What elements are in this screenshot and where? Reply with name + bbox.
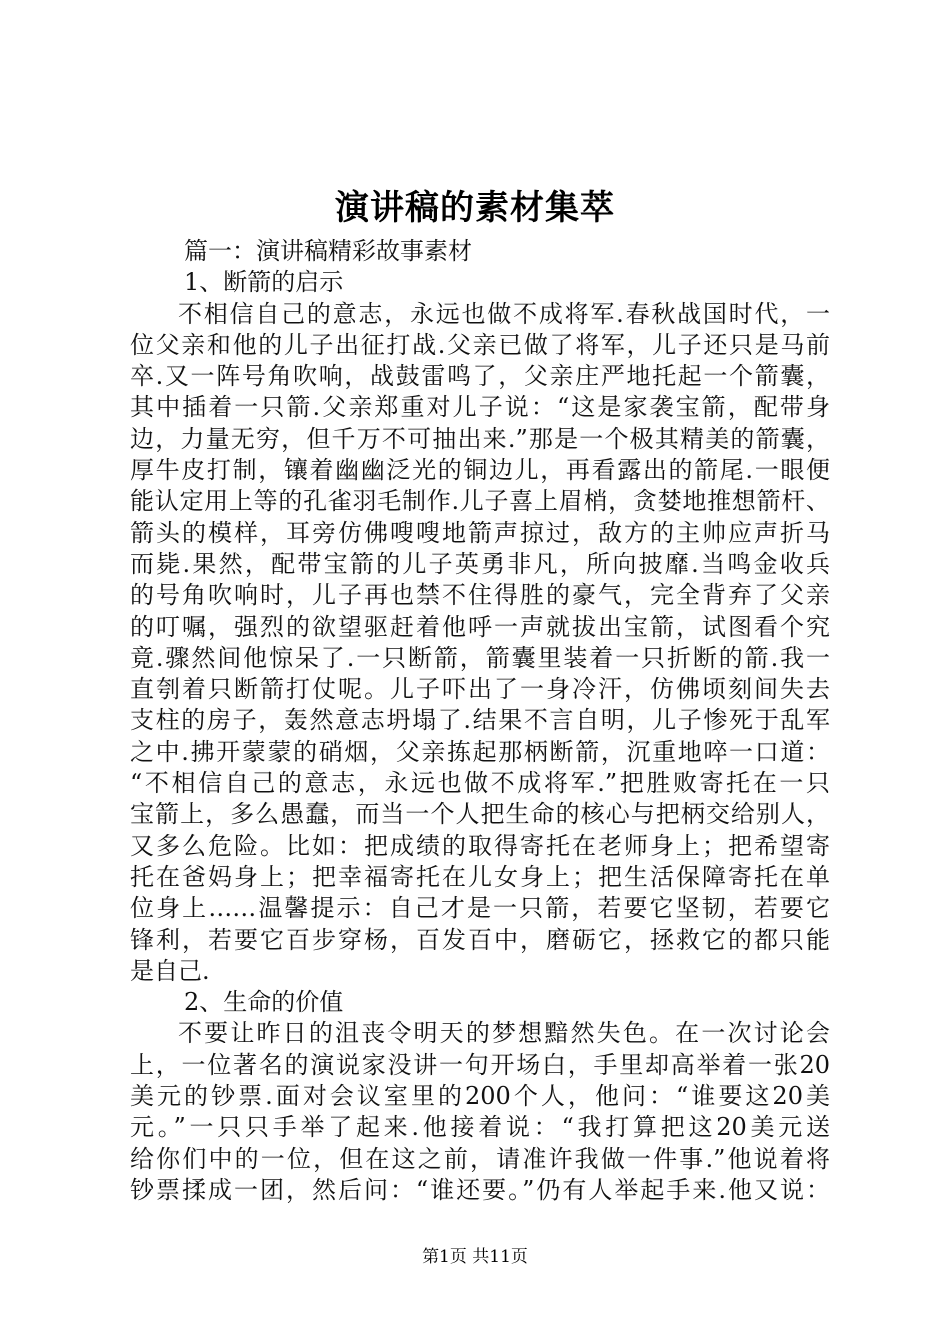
paragraph-line: 其中插着一只箭.父亲郑重对儿子说：“这是家袭宝箭，配带身 — [130, 393, 830, 422]
paragraph-line: 能认定用上等的孔雀羽毛制作.儿子喜上眉梢，贪婪地推想箭杆、 — [130, 487, 830, 516]
paragraph-line: “不相信自己的意志，永远也做不成将军.”把胜败寄托在一只 — [130, 769, 830, 798]
paragraph-line: 之中.拂开蒙蒙的硝烟，父亲拣起那柄断箭，沉重地啐一口道： — [130, 737, 830, 766]
page-footer: 第1页 共11页 — [422, 1247, 528, 1267]
story-heading-1: 1、断箭的启示 — [184, 268, 344, 297]
story-paragraph-2 — [130, 1018, 830, 1206]
paragraph-line: 托在爸妈身上；把幸福寄托在儿女身上；把生活保障寄托在单 — [130, 862, 830, 891]
paragraph-line: 锋利，若要它百步穿杨，百发百中，磨砺它，拯救它的都只能 — [130, 925, 830, 954]
document-title: 演讲稿的素材集萃 — [335, 188, 615, 228]
paragraph-line: 元。”一只只手举了起来.他接着说：“我打算把这20美元送 — [130, 1113, 830, 1142]
paragraph-line: 宝箭上，多么愚蠢，而当一个人把生命的核心与把柄交给别人， — [130, 800, 830, 829]
paragraph-line: 上，一位著名的演说家没讲一句开场白，手里却高举着一张20 — [130, 1050, 830, 1079]
paragraph-line: 钞票揉成一团，然后问：“谁还要。”仍有人举起手来.他又说： — [130, 1175, 830, 1204]
story-paragraph-1 — [130, 299, 830, 988]
paragraph-line: 厚牛皮打制，镶着幽幽泛光的铜边儿，再看露出的箭尾.一眼便 — [130, 456, 830, 485]
paragraph-line: 美元的钞票.面对会议室里的200个人，他问：“谁要这20美 — [130, 1082, 830, 1111]
document-body — [130, 236, 830, 1206]
paragraph-line: 不相信自己的意志，永远也做不成将军.春秋战国时代，一 — [178, 299, 830, 328]
paragraph-line: 而毙.果然，配带宝箭的儿子英勇非凡，所向披靡.当鸣金收兵 — [130, 549, 830, 578]
paragraph-line: 位父亲和他的儿子出征打战.父亲已做了将军，儿子还只是马前 — [130, 330, 830, 359]
story-heading-2: 2、生命的价值 — [184, 988, 344, 1017]
paragraph-line: 的叮嘱，强烈的欲望驱赶着他呼一声就拔出宝箭，试图看个究 — [130, 612, 830, 641]
paragraph-line: 卒.又一阵号角吹响，战鼓雷鸣了，父亲庄严地托起一个箭囊， — [130, 362, 830, 391]
paragraph-line: 边，力量无穷，但千万不可抽出来.”那是一个极其精美的箭囊， — [130, 424, 830, 453]
paragraph-line: 的号角吹响时，儿子再也禁不住得胜的豪气，完全背弃了父亲 — [130, 581, 830, 610]
paragraph-line: 是自己. — [130, 956, 210, 985]
paragraph-line: 直刳着只断箭打仗呢。儿子吓出了一身冷汗，仿佛顷刻间失去 — [130, 675, 830, 704]
section-heading: 篇一：演讲稿精彩故事素材 — [184, 237, 472, 265]
paragraph-line: 竟.骤然间他惊呆了.一只断箭，箭囊里装着一只折断的箭.我一 — [130, 643, 830, 672]
paragraph-line: 箭头的模样，耳旁仿佛嗖嗖地箭声掠过，敌方的主帅应声折马 — [130, 518, 830, 547]
paragraph-line: 给你们中的一位，但在这之前，请准许我做一件事.”他说着将 — [130, 1144, 830, 1173]
paragraph-line: 不要让昨日的沮丧令明天的梦想黯然失色。在一次讨论会 — [178, 1019, 830, 1048]
paragraph-line: 又多么危险。比如：把成绩的取得寄托在老师身上；把希望寄 — [130, 831, 830, 860]
paragraph-line: 支柱的房子，轰然意志坍塌了.结果不言自明，儿子惨死于乱军 — [130, 706, 830, 735]
paragraph-line: 位身上……温馨提示：自己才是一只箭，若要它坚韧，若要它 — [130, 894, 830, 923]
